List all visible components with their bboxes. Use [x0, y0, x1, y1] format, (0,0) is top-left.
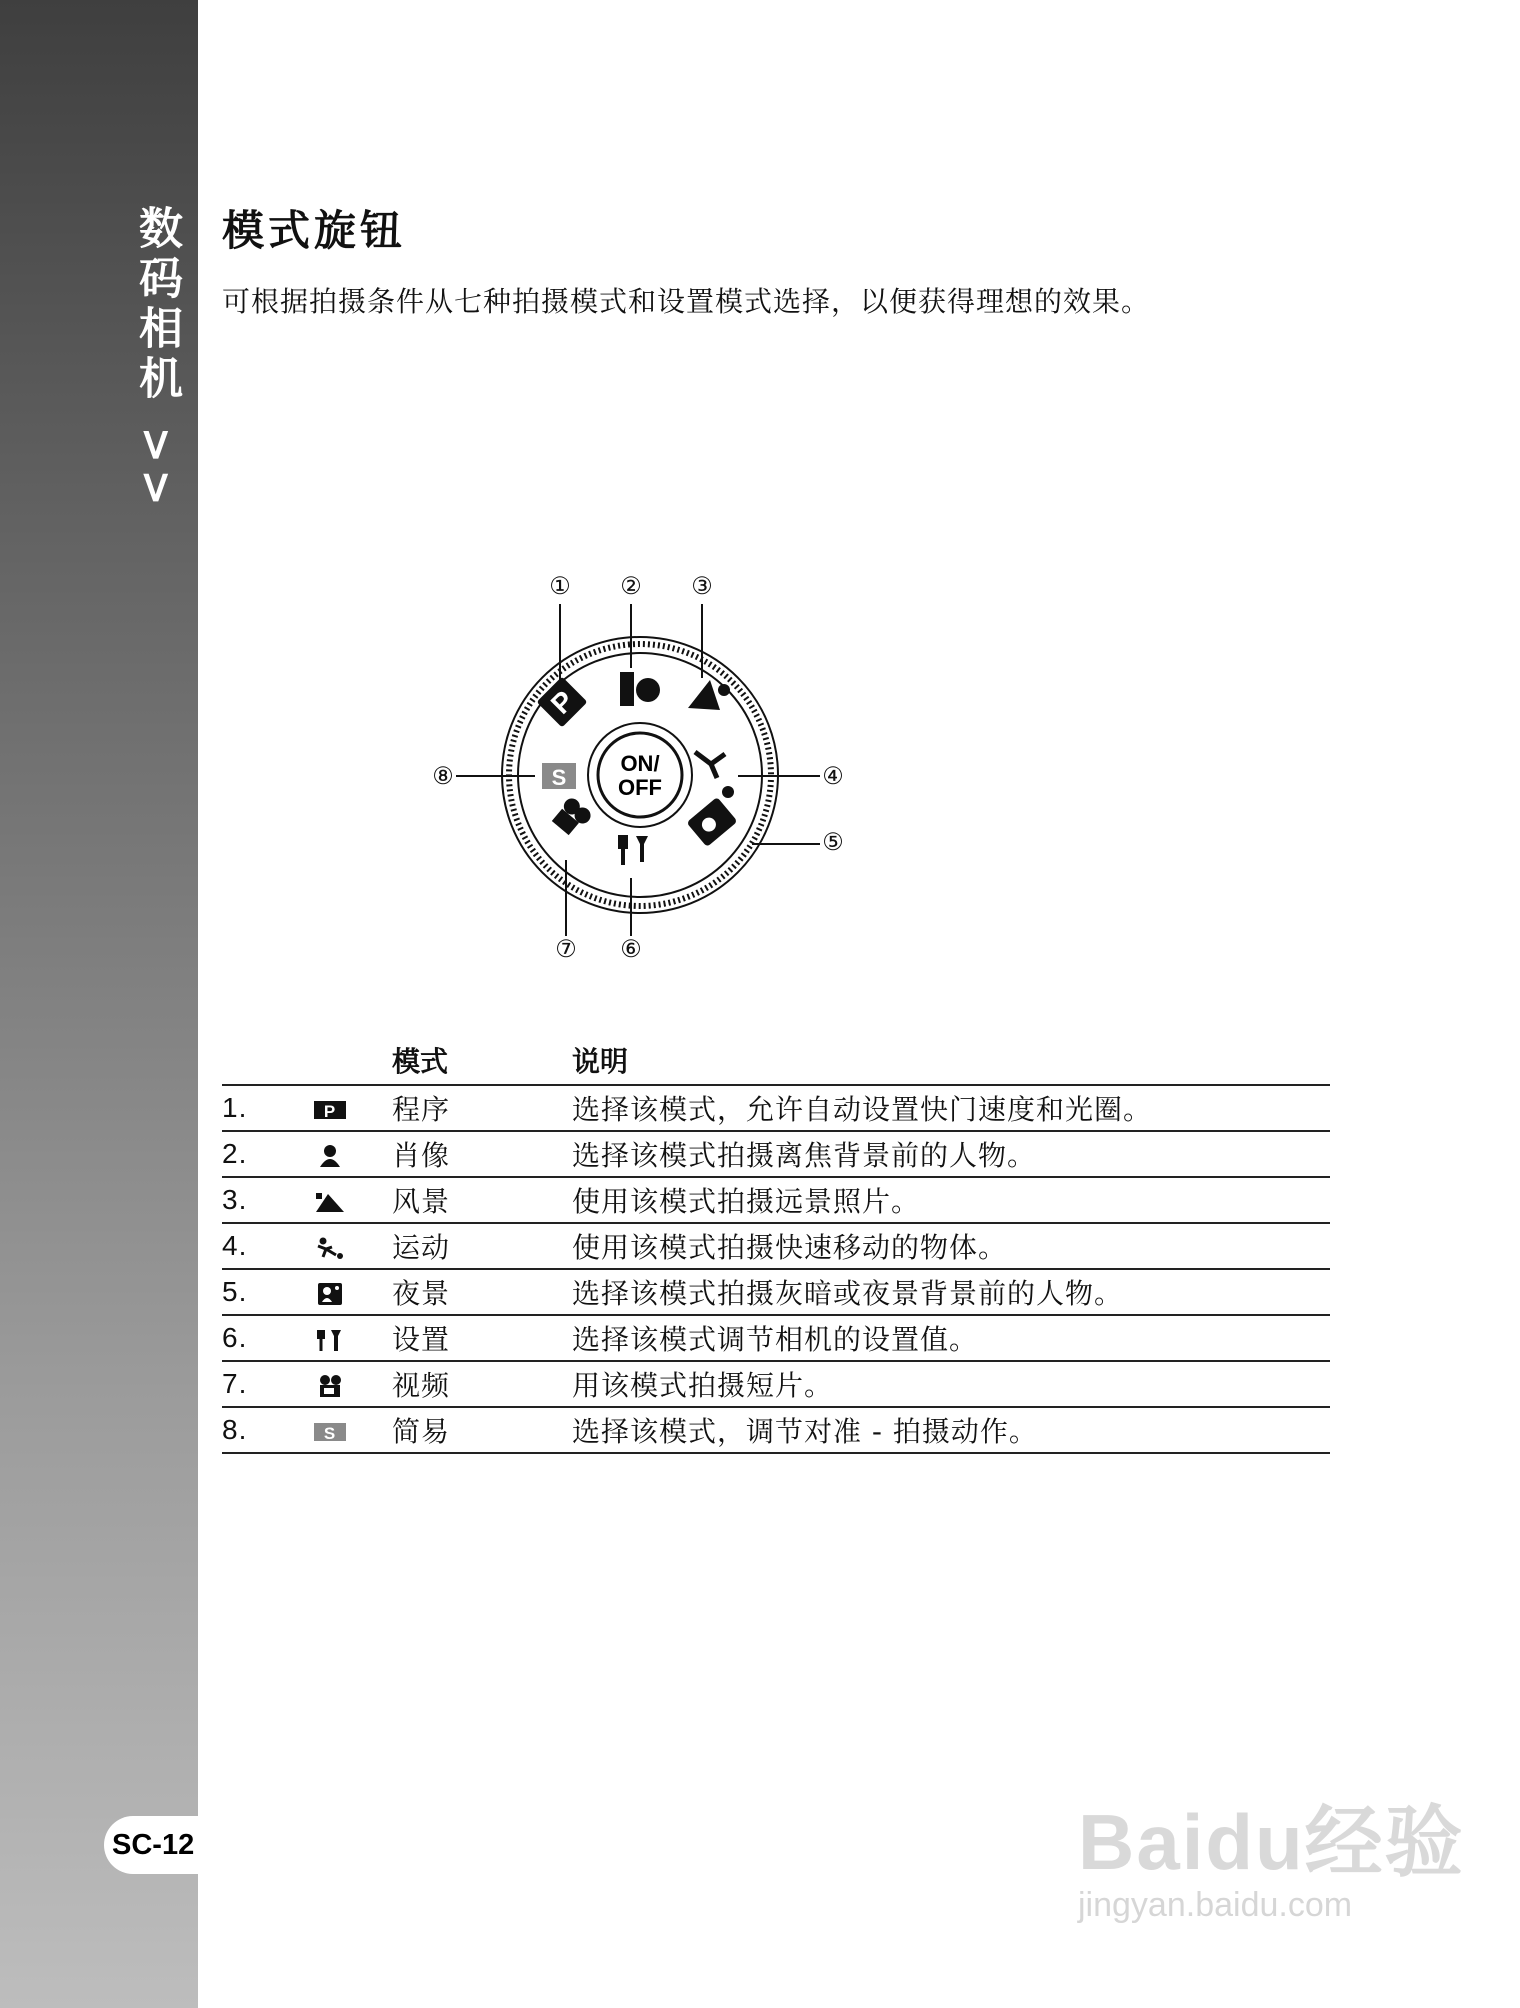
sports-icon — [312, 1236, 348, 1260]
svg-text:S: S — [323, 1423, 337, 1443]
svg-text:P: P — [323, 1101, 337, 1121]
portrait-icon — [312, 1144, 348, 1168]
row-number: 7. — [222, 1361, 312, 1407]
svg-text:S: S — [551, 765, 567, 790]
header-mode: 模式 — [392, 1036, 572, 1085]
callout-6: ⑥ — [620, 936, 642, 963]
callout-7: ⑦ — [555, 936, 577, 963]
mode-name: 简易 — [392, 1407, 572, 1453]
page-number: SC-12 — [104, 1816, 210, 1874]
table-row — [222, 1361, 1330, 1407]
callout-3: ③ — [691, 573, 713, 600]
mode-description: 选择该模式，调节对准 - 拍摄动作。 — [572, 1407, 1330, 1453]
header-icon — [312, 1036, 392, 1085]
table-row — [222, 1085, 1330, 1131]
mode-table — [222, 1036, 1330, 1454]
watermark-brand: Baidu经验 — [1078, 1798, 1465, 1886]
mode-name: 夜景 — [392, 1269, 572, 1315]
row-number: 6. — [222, 1315, 312, 1361]
mode-description: 用该模式拍摄短片。 — [572, 1361, 1330, 1407]
callout-1: ① — [549, 573, 571, 600]
mode-dial-illustration — [420, 560, 880, 980]
callout-8: ⑧ — [432, 763, 454, 790]
mode-description: 选择该模式，允许自动设置快门速度和光圈。 — [572, 1085, 1330, 1131]
mode-description: 选择该模式调节相机的设置值。 — [572, 1315, 1330, 1361]
page-title: 模式旋钮 — [222, 206, 407, 255]
row-number: 2. — [222, 1131, 312, 1177]
mode-name: 设置 — [392, 1315, 572, 1361]
mode-name: 视频 — [392, 1361, 572, 1407]
mode-name: 肖像 — [392, 1131, 572, 1177]
row-number: 1. — [222, 1085, 312, 1131]
mode-name: 运动 — [392, 1223, 572, 1269]
table-row — [222, 1407, 1330, 1453]
mode-name: 程序 — [392, 1085, 572, 1131]
program-icon — [312, 1098, 348, 1122]
landscape-icon — [312, 1190, 348, 1214]
on-label: ON/ — [620, 751, 660, 776]
mode-description: 使用该模式拍摄远景照片。 — [572, 1177, 1330, 1223]
simple-icon — [312, 1420, 348, 1444]
table-header-row — [222, 1036, 1330, 1085]
svg-text:P: P — [544, 684, 580, 720]
mode-description: 选择该模式拍摄灰暗或夜景背景前的人物。 — [572, 1269, 1330, 1315]
movie-icon — [312, 1374, 348, 1398]
callout-4: ④ — [822, 763, 844, 790]
table-row — [222, 1269, 1330, 1315]
header-number — [222, 1036, 312, 1085]
setup-icon — [312, 1328, 348, 1352]
mode-description: 选择该模式拍摄离焦背景前的人物。 — [572, 1131, 1330, 1177]
table-row — [222, 1177, 1330, 1223]
mode-description: 使用该模式拍摄快速移动的物体。 — [572, 1223, 1330, 1269]
watermark-url: jingyan.baidu.com — [1078, 1886, 1353, 1924]
simple-icon — [542, 763, 576, 790]
row-number: 4. — [222, 1223, 312, 1269]
intro-text: 可根据拍摄条件从七种拍摄模式和设置模式选择，以便获得理想的效果。 — [222, 285, 1151, 318]
row-number: 8. — [222, 1407, 312, 1453]
table-row — [222, 1315, 1330, 1361]
table-row — [222, 1131, 1330, 1177]
header-description: 说明 — [572, 1036, 1330, 1085]
night-portrait-icon — [312, 1282, 348, 1306]
callout-5: ⑤ — [822, 829, 844, 856]
watermark — [1078, 1780, 1465, 1925]
table-row — [222, 1223, 1330, 1269]
mode-name: 风景 — [392, 1177, 572, 1223]
section-title: 数码相机 >> — [131, 205, 182, 513]
sidebar — [0, 0, 198, 2008]
row-number: 3. — [222, 1177, 312, 1223]
row-number: 5. — [222, 1269, 312, 1315]
callout-2: ② — [620, 573, 642, 600]
off-label: OFF — [618, 775, 662, 800]
